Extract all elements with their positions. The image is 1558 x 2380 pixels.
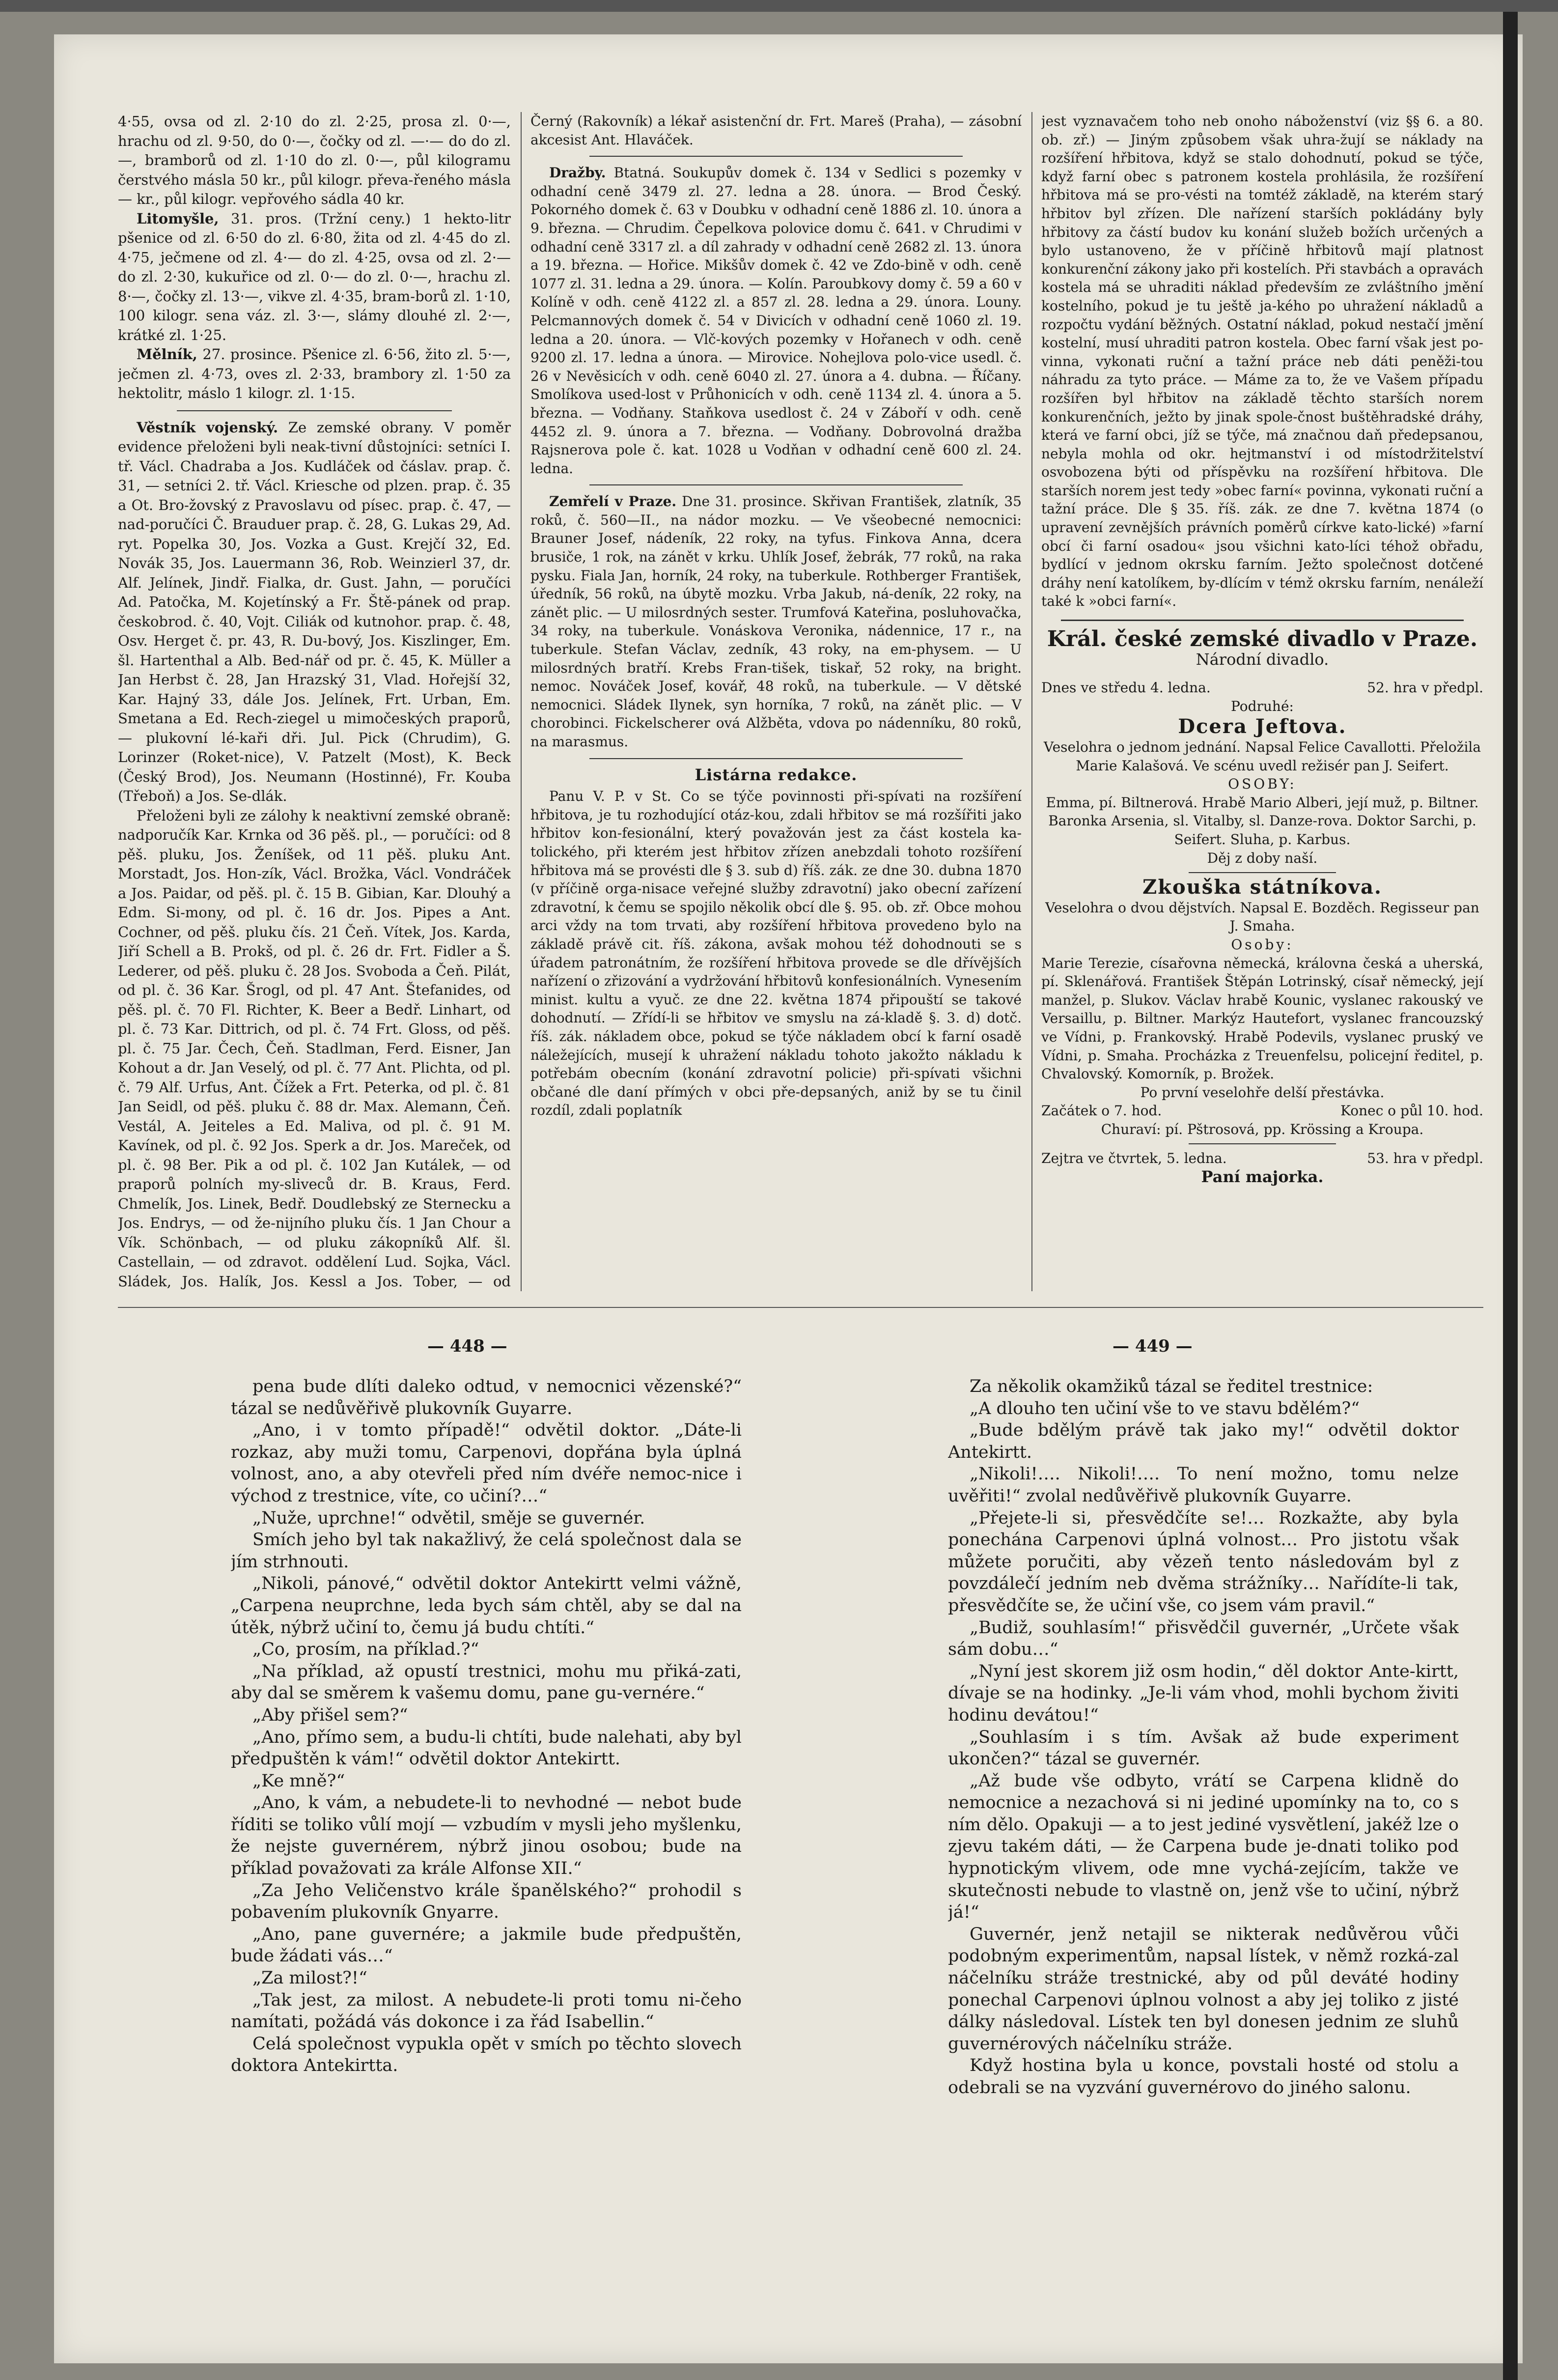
novel-paragraph: Guvernér, jenž netajil se nikterak nedůvěrou vůči podobným experimentům, napsal lístek, v němž rozká-zal náčelníku stráže trestnické, aby od půl deváté hodiny ponechal Carpenovi úplnou volnost a aby jej toliko z jisté dálky následoval. Lístek ten byl donesen jednim ze sluhů guvernérových náčelníku stráže. (948, 1924, 1459, 2054)
novel-paragraph: „Přejete-li si, přesvědčíte se!… Rozkažte, aby byla ponechána Carpenovi úplná volnost… Pro jistotu však můžete poručiti, aby vězeň tento následovám byl z povzdálečí jedním neb dvěma strážníky… Nařídíte-li tak, přesvědčíte se, že učiní vše, co jsem vám pravil.“ (948, 1508, 1459, 1615)
play-description-2: Veselohra o dvou dějstvích. Napsal E. Bozděch. Regisseur pan J. Smaha. (1045, 899, 1479, 935)
novel-paragraph: „Co, prosím, na příklad.?“ (252, 1640, 479, 1660)
novel-paragraph: Smích jeho byl tak nakažlivý, že celá společnost dala se jím strhnouti. (231, 1530, 742, 1572)
next-play-title: Paní majorka. (1201, 1167, 1324, 1187)
novel-paragraph: Celá společnost vypukla opět v smích po těchto slovech doktora Antekirtta. (231, 2034, 742, 2076)
novel-right-column (948, 1376, 1459, 2339)
novel-paragraph: „Nuže, uprchne!“ odvětil, směje se guvernér. (252, 1508, 645, 1528)
market-prices-a: 4·55, ovsa od zl. 2·10 do zl. 2·25, prosa zl. 0·—, hrachu od zl. 9·50, do 0·—, čočky od zl. —·— do do zl. —, bramborů od zl. 1·10 do zl. 0·—, půl kilogramu čerstvého másla 50 kr., půl kilogr. převa-řeného másla — kr., půl kilogr. vepřového sádla 40 kr. (118, 113, 511, 207)
cast-heading-1: OSOBY: (1228, 776, 1297, 793)
divider (177, 410, 452, 411)
start-time: Začátek o 7. hod. (1041, 1103, 1162, 1119)
cast-heading-2: Osoby: (1231, 936, 1294, 953)
sick-list: Churaví: pí. Pštrosová, pp. Krössing a Kroupa. (1101, 1121, 1424, 1137)
novel-paragraph: „Na příklad, až opustí trestnici, mohu mu přiká-zati, aby dal se směrem k vašemu domu, pane gu-vernére.“ (231, 1661, 742, 1703)
novel-paragraph: Když hostina byla u konce, povstali hosté od stolu a odebrali se na vyzvání guvernérovo do jiného salonu. (948, 2056, 1459, 2097)
performance-date: Dnes ve středu 4. ledna. (1041, 680, 1211, 696)
performance-number: 52. hra v předpl. (1367, 680, 1483, 696)
military-heading: Věstník vojenský. (137, 419, 278, 436)
column-3 (1041, 112, 1483, 1291)
novel-paragraph: Za několik okamžiků tázal se ředitel trestnice: (970, 1377, 1373, 1396)
end-time: Konec o půl 10. hod. (1340, 1103, 1483, 1119)
novel-paragraph: „Nikoli, pánové,“ odvětil doktor Antekirtt velmi vážně, „Carpena neuprchne, leda bych sám chtěl, aby se dal na útěk, nýbrž učiní to, čemu já budu chtíti.“ (231, 1574, 742, 1638)
novel-paragraph: „Za Jeho Veličenstvo krále španělského?“ prohodil s pobavením plukovník Gnyarre. (231, 1880, 742, 1923)
novel-paragraph: „Ano, k vám, a nebudete-li to nevhodné — nebot bude říditi se toliko vůlí mojí — vzbudím v mysli jeho myšlenku, že nejste guvernérem, nýbrž jinou osobou; bude na příklad považovati za krále Alfonse XII.“ (231, 1793, 742, 1879)
divider (1189, 872, 1336, 873)
auctions-text: Btatná. Soukupův domek č. 134 v Sedlici s pozemky v odhadní ceně 3479 zl. 27. ledna a 28. února. — Brod Český. Pokorného domek č. 63 v Doubku v odhadní ceně 1886 zl. 10. února a 9. března. — Chrudim. Čepelkova polovice domu č. 641. v Chrudimi v odhadní ceně 3317 zl. a díl zahrady v odhadní ceně 2682 zl. 13. února a 19. března. — Hořice. Mikšův domek č. 42 ve Zdo-bině v odh. ceně 1077 zl. 31. ledna a 29. února. — Kolín. Paroubkovy domy č. 59 a 60 v Kolíně v odh. ceně 4122 zl. a 857 zl. 28. ledna a 29. února. Louny. Pelcmannových domek č. 54 v Divicích v odhadní ceně 1060 zl. 19. ledna a 20. února. — Vlč-kových pozemky v Hořanech v odh. ceně 9200 zl. 17. ledna a února. — Mirovice. Nohejlova polo-vice usedl. č. 26 v Nevěsicích v odh. ceně 6040 zl. 27. února a 4. dubna. — Říčany. Smolíkova used-lost v Průhonicích v odh. ceně 1134 zl. 4. února a 5. března. — Vodňany. Staňkova usedlost č. 24 v Záboří v odh. ceně 4452 zl. 9. února a 7. března. — Vodňany. Dobrovolná dražba Rajsnerova pole č. kat. 1028 u Vodňan v odhadní ceně 600 zl. 24. ledna. (530, 165, 1022, 477)
column-rule (1031, 112, 1032, 1291)
letters-heading: Listárna redakce. (695, 765, 858, 784)
divider (1189, 1143, 1336, 1144)
divider (589, 484, 963, 485)
market-melnik: 27. prosince. Pšenice zl. 6·56, žito zl. 5·—, ječmen zl. 4·73, oves zl. 2·33, brambory zl. 1·50 za hektolitr, máslo 1 kilogr. zl. 1·15. (118, 346, 511, 401)
cast-list-2: Marie Terezie, císařovna německá, královna česká a uherská, pí. Sklenářová. František Štěpán Lotrinský, císař německý, její manžel, p. Slukov. Václav hrabě Kounic, vyslanec rakouský ve Versaillu, p. Biltner. Markýz Hautefort, vyslanec francouzský ve Vídni, p. Frankovský. Hrabě Podevils, vyslanec pruský ve Vídni, p. Smaha. Procházka z Treuenfelsu, policejní ředitel, p. Chvalovský. Komorník, p. Brožek. (1041, 955, 1483, 1082)
novel-paragraph: „Souhlasím i s tím. Avšak až bude experiment ukončen?“ tázal se guvernér. (948, 1727, 1459, 1769)
market-litomysl-lead: Litomyšle, (137, 210, 219, 227)
novel-paragraph: „Aby přišel sem?“ (252, 1705, 408, 1725)
intermission-note: Po první veselohře delší přestávka. (1140, 1084, 1385, 1101)
divider (589, 156, 963, 157)
next-performance-number: 53. hra v předpl. (1367, 1150, 1483, 1167)
military-reserve-transfers: Přeloženi byli ze zálohy k neaktivní zemské obraně: nadporučík Kar. Krnka od 36 pěš. pl., — poručíci: od 8 pěš. pluku, Jos. Ženíšek, od 11 pěš. pluku Ant. Morstadt, Jos. Hon-zík, Václ. Brožka, Václ. Vondráček a Jos. Paidar, od pěš. pl. č. 15 B. Gibian, Kar. Dlouhý a Edm. Si-mony, od pl. č. 16 dr. Jos. Pipes a Ant. Cochner, od pěš. pluku čís. 21 Čeň. Vítek, Jos. Karda, Jiří Schell a B. Prokš, od pl. č. 26 dr. Frt. Fidler a Š. Lederer, od pěš. pluku č. 28 Jos. Svoboda a Čeň. Pilát, od pl. č. 36 Kar. Šrogl, od pl. 47 Ant. Štefanides, od pěš. pl. č. 70 Fl. Richter, K. Beer a Bedř. Linhart, od pl. č. 73 Kar. Dittrich, od pl. č. 74 Frt. Gloss, od pěš. pl. č. 75 Jar. Čech, Čeň. Stadlman, Ferd. Eisner, Jan Kohout a dr. Jan Veselý, od pl. č. 77 Ant. Plichta, od pl. č. 79 Alf. Urfus, Ant. Čížek a Frt. Peterka, od pl. č. 81 Jan Seidl, od pěš. pluku č. 88 dr. Max. Alemann, Čeň. Vestál, A. Jeiteles a Ed. Maliva, od pl. č. 91 M. Kavínek, od pl. č. 92 Jos. Sperk a dr. Jos. Mareček, od pl. č. 98 Ber. Pik a od pl. č. 102 Jan Kutálek, — od praporů polních my-sliveců dr. B. Kraus, Ferd. Chmelík, Jos. Linek, Bedř. Doudlebský ze Sternecku a Jos. Endrys, — od že-nijního pluku čís. 1 Jan Chour a Vík. Schönbach, — od pluku zákopníků Alf. šl. Castellain, — od zdravot. oddělení Lud. Sojka, Václ. Sládek, Jos. Halík, Jos. Kessl a Jos. Tober, — od (118, 807, 511, 1290)
theatre-subtitle: Národní divadlo. (1196, 650, 1329, 669)
scan-border (0, 0, 1558, 12)
column-rule (521, 112, 522, 1291)
letters-continued: jest vyznavačem toho neb onoho náboženství (viz §§ 6. a 80. ob. zř.) — Jiným způsobem však uhra-žují se náklady na rozšíření hřbitova, když se stalo dohodnutí, pokud se týče, když farní obec s patronem kostela prohlásila, že rozšíření hřbitova má se pro-vésti na tomtéž základě, na kterém starý hřbitov byl zřízen. Dle nařízení starších pokládány byly hřbitovy za částí budov ku konání služeb božích určených a bylo ustanoveno, že v příčině hřbitovů mají platnost konkurenční zákony jako při kostelích. Při stavbách a opravách kostela má se uhraditi náklad především ze zvláštního jmění kostelního, pokud je tu ještě ja-kého po uhražení nákladů a rozpočtu vydání běžných. Ostatní náklad, pokud nestačí jmění kostelní, musí uhraditi patron kostela. Obec farní však jest po-vinna, vykonati ruční a tažní práce neb dáti peněži-tou náhradu za tyto práce. — Máme za to, že ve Vašem případu rozšířen byl hřbitov na základě těchto starších norem konkurenčních, ježto by jinak spole-čnost buštěhradské dráhy, která ve farní obci, jíž se týče, má značnou daň předepsanou, nebyla mohla od okr. hejtmanství i od místodržitelství osvobozena býti od příspěvku na rozšíření hřbitova. Dle starších norem jest tedy »obec farní« povinna, vykonati ruční a tažní práce. Dle § 35. říš. zák. ze dne 7. května 1874 (o upravení zevnějších právních poměrů církve kato-lické) »farní obcí či farní osadou« jsou všichni kato-líci téhož obřadu, bydlící v jednom okrsku farním. Ježto společnost dotčené dráhy není katolíkem, by-dlícím v témž okrsku farním, nenáleží také k »obci farní«. (1041, 113, 1483, 610)
play-title-2: Zkouška státníkova. (1142, 876, 1382, 899)
market-litomysl: 31. pros. (Tržní ceny.) 1 hekto-litr pšenice od zl. 6·50 do zl. 6·80, žita od zl. 4·45 do zl. 4·75, ječmene od zl. 4·— do zl. 4·25, ovsa od zl. 2·— do zl. 2·30, kukuřice od zl. 0·— do zl. 0·—, hrachu zl. 8·—, čočky zl. 13·—, vikve zl. 4·35, bram-borů zl. 1·10, 100 kilogr. sena váz. zl. 3·—, slámy dlouhé zl. 2·—, krátké zl. 1·25. (118, 210, 511, 343)
letters-text: Panu V. P. v St. Co se týče povinnosti při-spívati na rozšíření hřbitova, je tu rozhodující otáz-kou, zdali hřbitov se má rozšířiti jako hřbitov kon-fesionální, který považován jest za část kostela ka-tolického, při kterém jest hřbitov zřízen anebzdali tohoto rozšíření hřbitova má se provésti dle § 3. sub d) říš. zák. ze dne 30. dubna 1870 (v příčině orga-nisace veřejné služby zdravotní) jako obecní zařízení zdravotní, k čemu se spojilo několik obcí dle §. 95. ob. zř. Obce mohou arci vždy na tom trvati, aby rozšíření hřbitova provedeno bylo na základě právě cit. říš. zákona, avšak mohou též dohodnouti se s úřadem patronátním, že rozšíření hřbitova provede se dle dřívějších nařízení o zřizování a vydržování hřbitovů konfesionálních. Vynesením minist. kultu a vyuč. ze dne 22. května 1874 připouští se takové dohodnutí. — Zřídí-li se hřbitov ve smyslu na zá-kladě §. 3. d) dotč. říš. zák. nákladem obce, pokud se týče nákladem obcí k farní osadě náležejících, musejí k uhražení nákladu tohoto jakožto nákladu k potřebám obecním (konání zdravotní policie) při-spívati všichni občané dle daní přímých v obci pře-depsaných, aniž by se tu činil rozdíl, zdali poplatník (530, 788, 1022, 1119)
novel-paragraph: „Nyní jest skorem již osm hodin,“ děl doktor Ante-kirtt, dívaje se na hodinky. „Je-li vám vhod, mohli bychom živiti hodinu devátou!“ (948, 1661, 1459, 1725)
theatre-title: Král. české zemské divadlo v Praze. (1047, 626, 1478, 652)
deaths-heading: Zemřelí v Praze. (549, 493, 677, 510)
novel-paragraph: „Ano, i v tomto případě!“ odvětil doktor. „Dáte-li rozkaz, aby muži tomu, Carpenovi, dopřána byla úplná volnost, ano, a aby otevřeli před ním dvéře nemoc-nice i východ z trestnice, víte, co učiní?…“ (231, 1420, 742, 1506)
military-continued: Černý (Rakovník) a lékař asistenční dr. Frt. Mareš (Praha), — zásobní akcesist Ant. Hlaváček. (530, 113, 1022, 148)
play-description-1: Veselohra o jednom jednání. Napsal Felice Cavallotti. Přeložila Marie Kalašová. Ve scénu uvedl režisér pan J. Seifert. (1043, 739, 1481, 774)
novel-paragraph: pena bude dlíti daleko odtud, v nemocnici vězenské?“ tázal se nedůvěřivě plukovník Guyarre. (231, 1377, 742, 1418)
divider (1061, 620, 1464, 621)
play-setting: Děj z doby naší. (1207, 850, 1318, 866)
novel-paragraph: „Ke mně?“ (252, 1771, 345, 1791)
divider (589, 758, 963, 759)
novel-paragraph: „Budiž, souhlasím!“ přisvědčil guvernér, „Určete však sám dobu…“ (948, 1617, 1459, 1660)
performance-given: Podruhé: (1231, 698, 1294, 714)
novel-paragraph: „Za milost?!“ (252, 1968, 367, 1988)
column-1 (118, 112, 511, 1291)
novel-paragraph: „Ano, přímo sem, a budu-li chtíti, bude nalehati, aby byl předpuštěn k vám!“ odvětil doktor Antekirtt. (231, 1727, 742, 1769)
novel-left-column (231, 1376, 742, 2339)
novel-paragraph: „A dlouho ten učiní vše to ve stavu bdělém?“ (970, 1398, 1360, 1418)
novel-paragraph: „Tak jest, za milost. A nebudete-li proti tomu ni-čeho namítati, požádá vás dokonce i za řád Isabellin.“ (231, 1990, 742, 2032)
page-number-right: — 449 — (1113, 1336, 1193, 1356)
cast-list-1: Emma, pí. Biltnerová. Hrabě Mario Alberi, její muž, p. Biltner. Baronka Arsenia, sl. Vitalby, sl. Danze-rova. Doktor Sarchi, p. Seifert. Sluha, p. Karbus. (1046, 794, 1479, 848)
novel-paragraph: „Až bude vše odbyto, vrátí se Carpena klidně do nemocnice a nezachová si ni jediné upomínky na to, co s ním dělo. Opakuji — a to jest jediné vysvětlení, jakéž lze o zjevu takém dáti, — že Carpena bude je-dnati toliko pod hypnotickým vlivem, ode mne vychá-zejícím, takže ve skutečnosti nebude to vlastně on, jenž vše to učiní, nýbrž já!“ (948, 1771, 1459, 1923)
section-rule (118, 1307, 1483, 1308)
page-number-left: — 448 — (427, 1336, 507, 1356)
novel-paragraph: „Bude bdělým právě tak jako my!“ odvětil doktor Antekirtt. (948, 1420, 1459, 1462)
binding-edge (1503, 0, 1518, 2380)
auctions-heading: Dražby. (549, 165, 606, 181)
play-title-1: Dcera Jeftova. (1178, 715, 1347, 738)
market-melnik-lead: Mělník, (137, 346, 197, 363)
novel-paragraph: „Nikoli!…. Nikoli!…. To není možno, tomu nelze uvěřiti!“ zvolal nedůvěřivě plukovník Guyarre. (948, 1464, 1459, 1506)
column-2 (530, 112, 1022, 1291)
novel-paragraph: „Ano, pane guvernére; a jakmile bude předpuštěn, bude žádati vás…“ (231, 1924, 742, 1966)
next-performance-date: Zejtra ve čtvrtek, 5. ledna. (1041, 1150, 1227, 1167)
deaths-text: Dne 31. prosince. Skřivan František, zlatník, 35 roků, č. 560—II., na nádor mozku. — Ve všeobecné nemocnici: Brauner Josef, nádeník, 22 roky, na tyfus. Finkova Anna, dcera brusiče, 1 rok, na zánět v krku. Uhlík Josef, žebrák, 77 roků, na raka pysku. Fiala Jan, horník, 24 roky, na tuberkule. Rothberger František, úředník, 56 roků, na úbytě mozku. Vrba Jakub, ná-deník, 22 roky, na zánět plic. — U milosrdných sester. Trumfová Kateřina, posluhovačka, 34 roky, na tuberkule. Vonáskova Veronika, nádennice, 17 r., na tuberkule. Stefan Václav, zedník, 43 roky, na em-physem. — U milosrdných bratří. Krebs Fran-tišek, tiskař, 52 roky, na bright. nemoc. Nováček Josef, kovář, 48 roků, na tuberkule. — V dětské nemocnici. Sládek Ilynek, syn horníka, 7 roků, na zánět plic. — V chorobinci. Fickelscherer ová Alžběta, vdova po nádenníku, 80 roků, na marasmus. (530, 493, 1022, 750)
military-transfers: Ze zemské obrany. V poměr evidence přeloženi byli neak-tivní důstojníci: setníci I. tř. Václ. Chadraba a Jos. Kudláček od čáslav. prap. č. 31, — setníci 2. tř. Václ. Kriesche od plzen. prap. č. 35 a Ot. Bro-žovský z Pravoslavu od písec. prap. č. 47, — nad-poručíci Č. Brauduer prap. č. 28, G. Lukas 29, Ad. ryt. Popelka 30, Jos. Vozka a Gust. Krejčí 32, Ed. Novák 35, Jos. Lauermann 36, Rob. Weinzierl 37, dr. Alf. Jelínek, Jindř. Fialka, dr. Gust. Jahn, — poručíci Ad. Patočka, M. Kojetínský a Fr. Ště-pánek od prap. českobrod. č. 40, Vojt. Ciliák od kutnohor. prap. č. 48, Osv. Herget č. pr. 43, R. Du-bový, Jos. Kiszlinger, Em. šl. Hartenthal a Alb. Bed-nář od pr. č. 45, K. Müller a Jan Herbst č. 28, Jan Hrazský 31, Vlad. Hořejší 32, Kar. Hajný 33, dále Jos. Jelínek, Frt. Urban, Em. Smetana a Ed. Rech-ziegel u mimočeských praporů, — plukovní lé-kaři dři. Jul. Pick (Chrudim), G. Lorinzer (Roket-nice), V. Patzelt (Most), K. Beck (Český Brod), Jos. Neumann (Hostinné), Fr. Kouba (Třeboň) a Jos. Se-dlák. (118, 419, 511, 804)
